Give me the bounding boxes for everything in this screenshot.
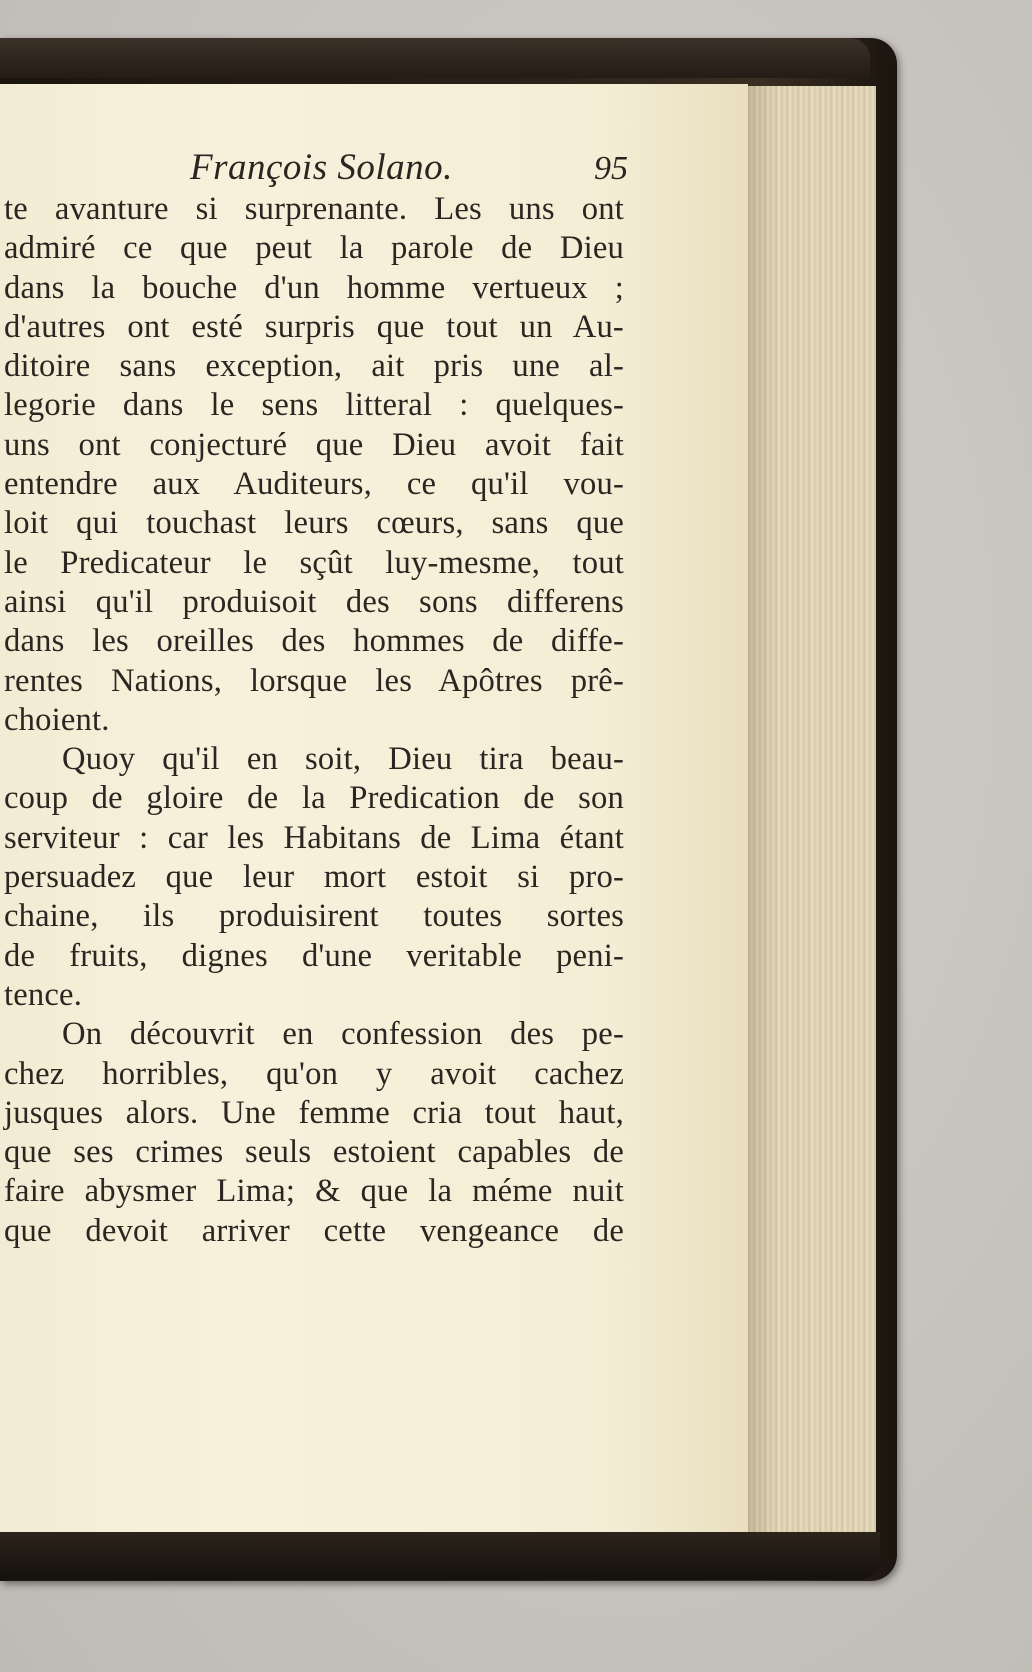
text-line: chaine, ils produisirent toutes sortes [4,898,624,935]
running-title: François Solano. [190,147,453,188]
text-line: On découvrit en confession des pe- [62,1016,624,1053]
text-line: serviteur : car les Habitans de Lima étant [4,819,624,856]
text-line: faire abysmer Lima; & que la méme nuit [4,1173,624,1210]
text-line: dans les oreilles des hommes de diffe- [4,623,624,660]
text-line: que ses crimes seuls estoient capables de [4,1134,624,1171]
text-line: admiré ce que peut la parole de Dieu [4,230,624,267]
paragraph [4,740,724,1015]
page-number: 95 [594,150,628,187]
text-line: le Predicateur le sçût luy-mesme, tout [4,544,624,581]
text-line: que devoit arriver cette vengeance de [4,1212,624,1249]
text-line: jusques alors. Une femme cria tout haut, [4,1094,624,1131]
paragraph [4,190,724,740]
text-line: entendre aux Auditeurs, ce qu'il vou- [4,466,624,503]
text-line: uns ont conjecturé que Dieu avoit fait [4,426,624,463]
text-line: ainsi qu'il produisoit des sons differens [4,583,624,620]
text-line: Quoy qu'il en soit, Dieu tira beau- [62,741,624,778]
text-line: ditoire sans exception, ait pris une al- [4,348,624,385]
text-line: d'autres ont esté surpris que tout un Au- [4,308,624,345]
page-content [4,144,724,1251]
text-line: rentes Nations, lorsque les Apôtres prê- [4,662,624,699]
text-line: dans la bouche d'un homme vertueux ; [4,269,624,306]
running-head [4,144,724,190]
text-line: coup de gloire de la Predication de son [4,780,624,817]
text-line: persuadez que leur mort estoit si pro- [4,859,624,896]
paragraph [4,1015,724,1251]
cover-top-edge [0,38,870,78]
text-line: tence. [4,976,83,1013]
text-line: de fruits, dignes d'une veritable peni- [4,937,624,974]
text-line: chez horribles, qu'on y avoit cachez [4,1055,624,1092]
book-page [0,84,748,1544]
body-text [4,190,724,1251]
text-line: choient. [4,701,110,738]
text-line: legorie dans le sens litteral : quelques- [4,387,624,424]
cover-bottom-edge [0,1532,880,1580]
text-line: te avanture si surprenante. Les uns ont [4,191,624,227]
text-line: loit qui touchast leurs cœurs, sans que [4,505,624,542]
